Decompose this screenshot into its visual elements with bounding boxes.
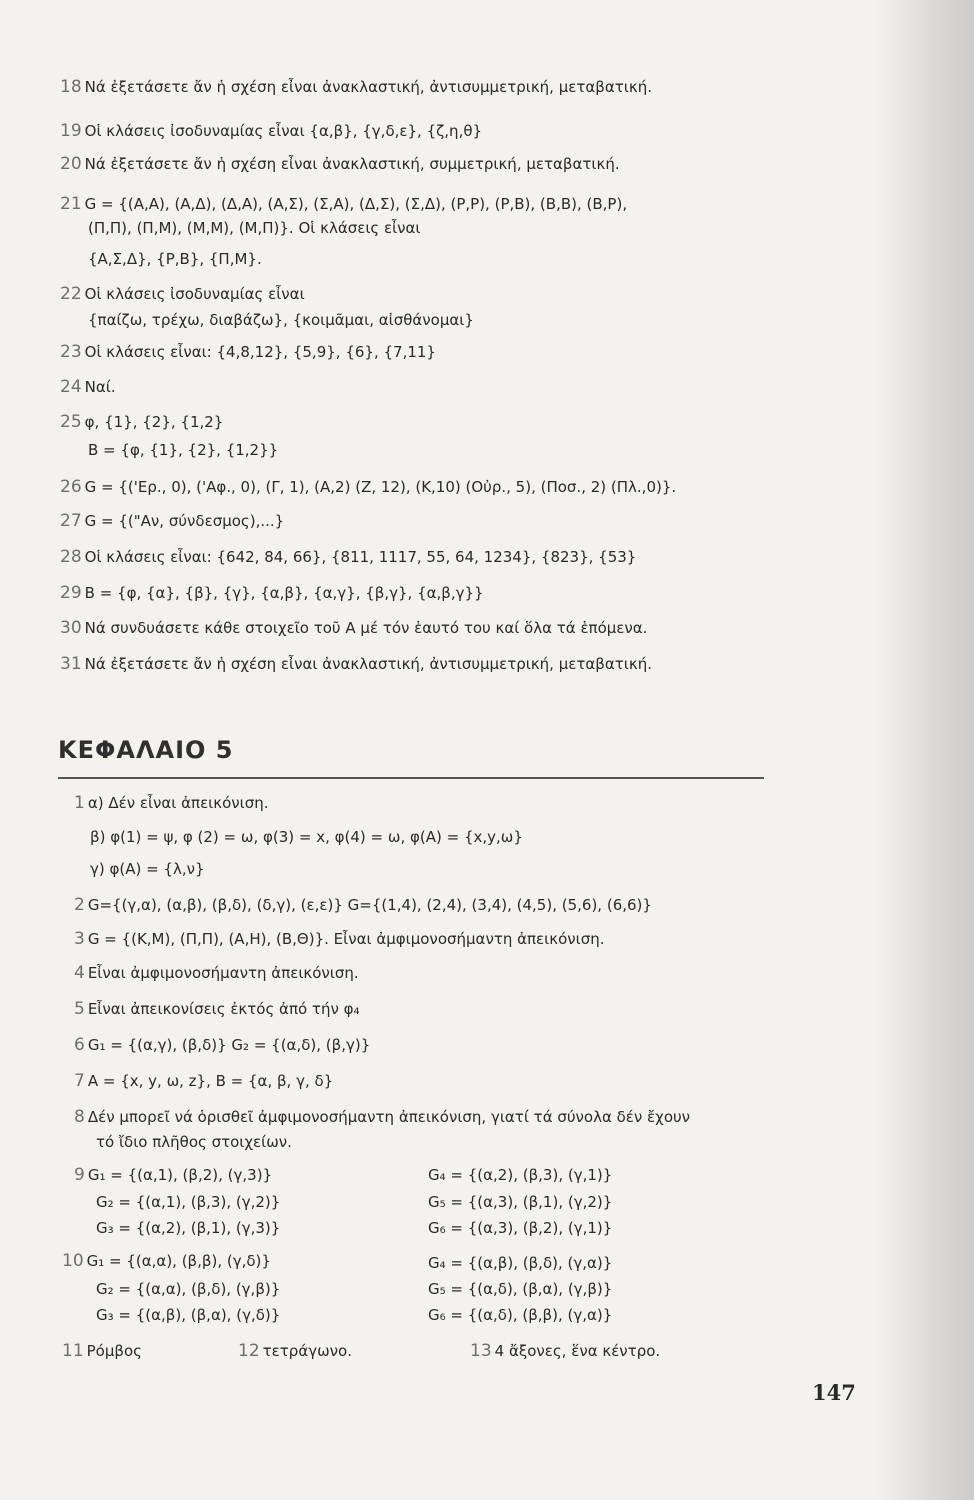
answer-23	[60, 341, 436, 363]
answer-27	[60, 510, 284, 532]
answer-text: 4 ἄξονες, ἕνα κέντρο.	[494, 1342, 661, 1360]
answer-text: G₁ = {(α,γ), (β,δ)} G₂ = {(α,δ), (β,γ)}	[87, 1036, 371, 1054]
answer-29	[60, 582, 484, 604]
answer-5-9-left-3: G₃ = {(α,2), (β,1), (γ,3)}	[96, 1219, 281, 1237]
answer-5-1-line-3: γ) φ(A) = {λ,ν}	[90, 860, 205, 878]
answer-5-9-right-1: G₄ = {(α,2), (β,3), (γ,1)}	[428, 1166, 613, 1184]
answer-text: Ρόμβος	[86, 1342, 142, 1360]
answer-5-10-left-2: G₂ = {(α,α), (β,δ), (γ,β)}	[96, 1280, 281, 1298]
answer-text: Οἱ κλάσεις εἶναι: {4,8,12}, {5,9}, {6}, {7,11}	[84, 343, 436, 361]
answer-5-11	[62, 1340, 142, 1362]
answer-21-line-3: {A,Σ,Δ}, {P,B}, {Π,M}.	[88, 250, 262, 268]
answer-5-6	[74, 1034, 370, 1056]
answer-number: 28	[60, 547, 82, 567]
answer-5-10-left-3: G₃ = {(α,β), (β,α), (γ,δ)}	[96, 1306, 281, 1324]
answer-5-9-left-2: G₂ = {(α,1), (β,3), (γ,2)}	[96, 1193, 281, 1211]
answer-5-10	[62, 1250, 271, 1272]
answer-5-7	[74, 1070, 333, 1092]
answer-5-4	[74, 962, 359, 984]
answer-5-10-right-3: G₆ = {(α,δ), (β,β), (γ,α)}	[428, 1306, 613, 1324]
answer-5-9	[74, 1164, 272, 1186]
answer-24	[60, 376, 116, 398]
answer-5-1-line-2: β) φ(1) = ψ, φ (2) = ω, φ(3) = x, φ(4) = ω, φ(A) = {x,y,ω}	[90, 828, 523, 846]
answer-5-8-line-2: τό ἴδιο πλῆθος στοιχείων.	[96, 1133, 292, 1151]
answer-28	[60, 546, 636, 568]
answer-text: B = {φ, {α}, {β}, {γ}, {α,β}, {α,γ}, {β,γ}, {α,β,γ}}	[84, 584, 484, 602]
answer-text: Νά ἐξετάσετε ἄν ἡ σχέση εἶναι ἀνακλαστική, ἀντισυμμετρική, μεταβατική.	[84, 78, 652, 96]
answer-number: 25	[60, 412, 82, 432]
answer-number: 21	[60, 194, 82, 214]
answer-5-1	[74, 792, 269, 814]
answer-text: Οἱ κλάσεις ἰσοδυναμίας εἶναι {α,β}, {γ,δ,ε}, {ζ,η,θ}	[84, 122, 483, 140]
answer-number: 31	[60, 654, 82, 674]
answer-number: 7	[74, 1071, 85, 1091]
answer-text: Νά συνδυάσετε κάθε στοιχεῖο τοῦ A μέ τόν ἑαυτό του καί ὅλα τά ἑπόμενα.	[84, 619, 648, 637]
answer-5-10-right-2: G₅ = {(α,δ), (β,α), (γ,β)}	[428, 1280, 613, 1298]
answer-text: Εἶναι ἀμφιμονοσήμαντη ἀπεικόνιση.	[87, 964, 359, 982]
answer-number: 5	[74, 999, 85, 1019]
answer-number: 13	[470, 1341, 492, 1361]
answer-text: Οἱ κλάσεις εἶναι: {642, 84, 66}, {811, 1117, 55, 64, 1234}, {823}, {53}	[84, 548, 637, 566]
answer-number: 9	[74, 1165, 85, 1185]
answer-number: 2	[74, 895, 85, 915]
answer-number: 30	[60, 618, 82, 638]
answer-22-line-2: {παίζω, τρέχω, διαβάζω}, {κοιμᾶμαι, αἰσθάνομαι}	[88, 311, 474, 329]
answer-text: α) Δέν εἶναι ἀπεικόνιση.	[87, 794, 269, 812]
answer-number: 29	[60, 583, 82, 603]
answer-text: τετράγωνο.	[262, 1342, 352, 1360]
answer-number: 12	[238, 1341, 260, 1361]
answer-number: 23	[60, 342, 82, 362]
answer-number: 26	[60, 477, 82, 497]
answer-number: 22	[60, 284, 82, 304]
answer-18	[60, 76, 652, 98]
answer-5-10-right-1: G₄ = {(α,β), (β,δ), (γ,α)}	[428, 1254, 613, 1272]
answer-text: Νά ἐξετάσετε ἄν ἡ σχέση εἶναι ἀνακλαστική, ἀντισυμμετρική, μεταβατική.	[84, 655, 652, 673]
answer-22	[60, 283, 305, 305]
answer-25	[60, 411, 223, 433]
page-number: 147	[812, 1380, 856, 1405]
answer-number: 3	[74, 929, 85, 949]
answer-number: 6	[74, 1035, 85, 1055]
answer-text: Δέν μπορεῖ νά ὁρισθεῖ ἀμφιμονοσήμαντη ἀπεικόνιση, γιατί τά σύνολα δέν ἔχουν	[87, 1108, 691, 1126]
answer-number: 27	[60, 511, 82, 531]
answer-text: G₁ = {(α,α), (β,β), (γ,δ)}	[86, 1252, 271, 1270]
answer-30	[60, 617, 647, 639]
answer-number: 24	[60, 377, 82, 397]
answer-number: 4	[74, 963, 85, 983]
answer-5-5	[74, 998, 360, 1020]
answer-5-9-right-3: G₆ = {(α,3), (β,2), (γ,1)}	[428, 1219, 613, 1237]
answer-5-13	[470, 1340, 660, 1362]
answer-text: Οἱ κλάσεις ἰσοδυναμίας εἶναι	[84, 285, 305, 303]
answer-19	[60, 120, 482, 142]
answer-text: G = {("Αν, σύνδεσμος),...}	[84, 512, 285, 530]
chapter-heading: ΚΕΦΑΛΑΙΟ 5	[58, 736, 234, 764]
answer-text: G = {(A,A), (A,Δ), (Δ,A), (A,Σ), (Σ,A), (Δ,Σ), (Σ,Δ), (P,P), (P,B), (B,B), (B,P),	[84, 195, 628, 213]
answer-text: G = {(K,M), (Π,Π), (A,H), (B,Θ)}. Εἶναι ἀμφιμονοσήμαντη ἀπεικόνιση.	[87, 930, 605, 948]
answer-5-9-right-2: G₅ = {(α,3), (β,1), (γ,2)}	[428, 1193, 613, 1211]
answer-text: φ, {1}, {2}, {1,2}	[84, 413, 224, 431]
page-edge-shadow	[874, 0, 974, 1500]
answer-5-2	[74, 894, 652, 916]
answer-text: Νά ἐξετάσετε ἄν ἡ σχέση εἶναι ἀνακλαστική, συμμετρική, μεταβατική.	[84, 155, 620, 173]
answer-text: Ναί.	[84, 378, 116, 396]
answer-21-line-2: (Π,Π), (Π,M), (M,M), (M,Π)}. Οἱ κλάσεις εἶναι	[88, 219, 421, 237]
answer-31	[60, 653, 652, 675]
answer-5-8	[74, 1106, 690, 1128]
answer-number: 1	[74, 793, 85, 813]
answer-text: A = {x, y, ω, z}, B = {α, β, γ, δ}	[87, 1072, 334, 1090]
answer-21	[60, 193, 627, 215]
answer-number: 8	[74, 1107, 85, 1127]
answer-26	[60, 476, 676, 498]
answer-5-12	[238, 1340, 352, 1362]
answer-number: 10	[62, 1251, 84, 1271]
answer-text: G₁ = {(α,1), (β,2), (γ,3)}	[87, 1166, 273, 1184]
answer-text: G = {('Ερ., 0), ('Αφ., 0), (Γ, 1), (A,2) (Z, 12), (K,10) (Οὐρ., 5), (Ποσ., 2) (Πλ.,0)}.	[84, 478, 677, 496]
answer-text: Εἶναι ἀπεικονίσεις ἐκτός ἀπό τήν φ₄	[87, 1000, 360, 1018]
heading-rule	[58, 777, 764, 779]
answer-number: 20	[60, 154, 82, 174]
answer-20	[60, 153, 620, 175]
answer-5-3	[74, 928, 604, 950]
answer-25-line-2: B = {φ, {1}, {2}, {1,2}}	[88, 441, 279, 459]
answer-number: 11	[62, 1341, 84, 1361]
answer-text: G={(γ,α), (α,β), (β,δ), (δ,γ), (ε,ε)} G={(1,4), (2,4), (3,4), (4,5), (5,6), (6,6)}	[87, 896, 652, 914]
answer-number: 18	[60, 77, 82, 97]
answer-number: 19	[60, 121, 82, 141]
